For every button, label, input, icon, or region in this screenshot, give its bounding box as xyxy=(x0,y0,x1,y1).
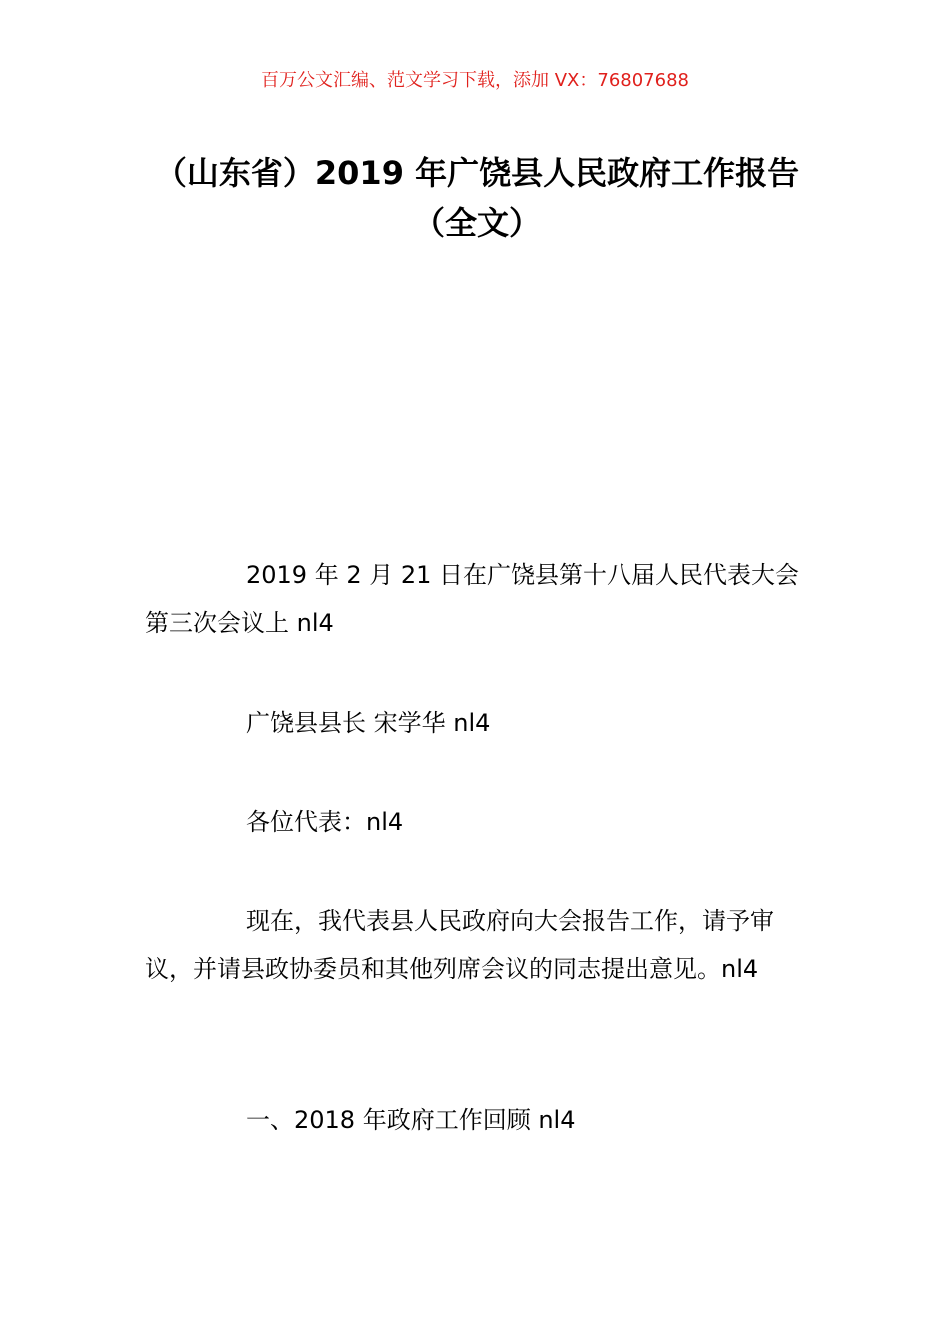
document-title: （山东省）2019 年广饶县人民政府工作报告（全文） xyxy=(154,154,800,242)
meeting-date-paragraph: 2019 年 2 月 21 日在广饶县第十八届人民代表大会第三次会议上 nl4 xyxy=(145,561,800,637)
section-heading-1: 一、2018 年政府工作回顾 nl4 xyxy=(246,1106,576,1134)
header-watermark-note: 百万公文汇编、范文学习下载，添加 VX：76807688 xyxy=(261,70,689,91)
salutation-paragraph: 各位代表：nl4 xyxy=(246,808,404,836)
intro-paragraph: 现在，我代表县人民政府向大会报告工作，请予审议，并请县政协委员和其他列席会议的同志提出意见。nl4 xyxy=(145,907,774,983)
author-paragraph: 广饶县县长 宋学华 nl4 xyxy=(246,709,491,737)
